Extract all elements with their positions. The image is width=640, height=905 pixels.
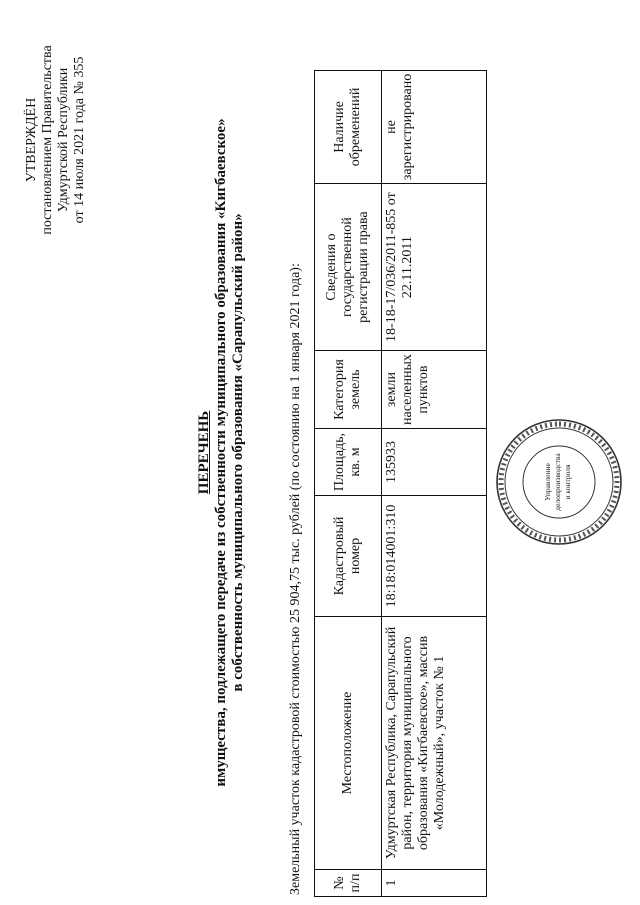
table-header-row: [315, 70, 382, 896]
cell-number: 1: [382, 870, 487, 897]
cell-location: Удмуртская Республика, Сарапульский район, территория муниципального образования «Кигбаевское», массив «Молодежный», участок № 1: [382, 617, 487, 870]
property-table: [314, 70, 487, 897]
approval-line-2: постановлением Правительства: [40, 45, 55, 235]
approval-line-3: Удмуртской Республики: [56, 67, 71, 213]
cell-encumbrances: не зарегистрировано: [382, 70, 487, 183]
header-cadastral-number: Кадастровый номер: [315, 496, 382, 617]
cell-cadastral-number: 18:18:014001:310: [382, 496, 487, 617]
cell-area: 135933: [382, 429, 487, 496]
title-heading: ПЕРЕЧЕНЬ: [196, 410, 212, 495]
stamp-text-line-1: Управление: [543, 463, 552, 501]
stamp-text-line-2: делопроизводства: [553, 453, 562, 511]
table-row: [382, 70, 487, 896]
intro-text: Земельный участок кадастровой стоимостью 25 904,75 тыс. рублей (по состоянию на 1 января 2021 года):: [288, 263, 303, 895]
header-area: Площадь, кв. м: [315, 429, 382, 496]
cell-registration: 18-18-17/036/2011-855 от 22.11.2011: [382, 184, 487, 351]
approval-line-4: от 14 июля 2021 года № 355: [72, 56, 87, 224]
official-seal-stamp: [494, 417, 624, 547]
title-line-3: в собственность муниципального образования «Сарапульский район»: [230, 213, 246, 692]
header-location: Местоположение: [315, 617, 382, 870]
header-number: № п/п: [315, 870, 382, 897]
cell-land-category: земли населенных пунктов: [382, 351, 487, 429]
approval-heading: УТВЕРЖДЁН: [24, 97, 39, 183]
document-title: [196, 80, 247, 825]
header-registration: Сведения о государственной регистрации права: [315, 184, 382, 351]
header-land-category: Категория земель: [315, 351, 382, 429]
header-encumbrances: Наличие обременений: [315, 70, 382, 183]
approval-block: [24, 15, 88, 265]
stamp-text-line-3: и контроля: [563, 464, 572, 500]
title-line-2: имущества, подлежащего передаче из собственности муниципального образования «Кигбаевское»: [213, 118, 229, 787]
